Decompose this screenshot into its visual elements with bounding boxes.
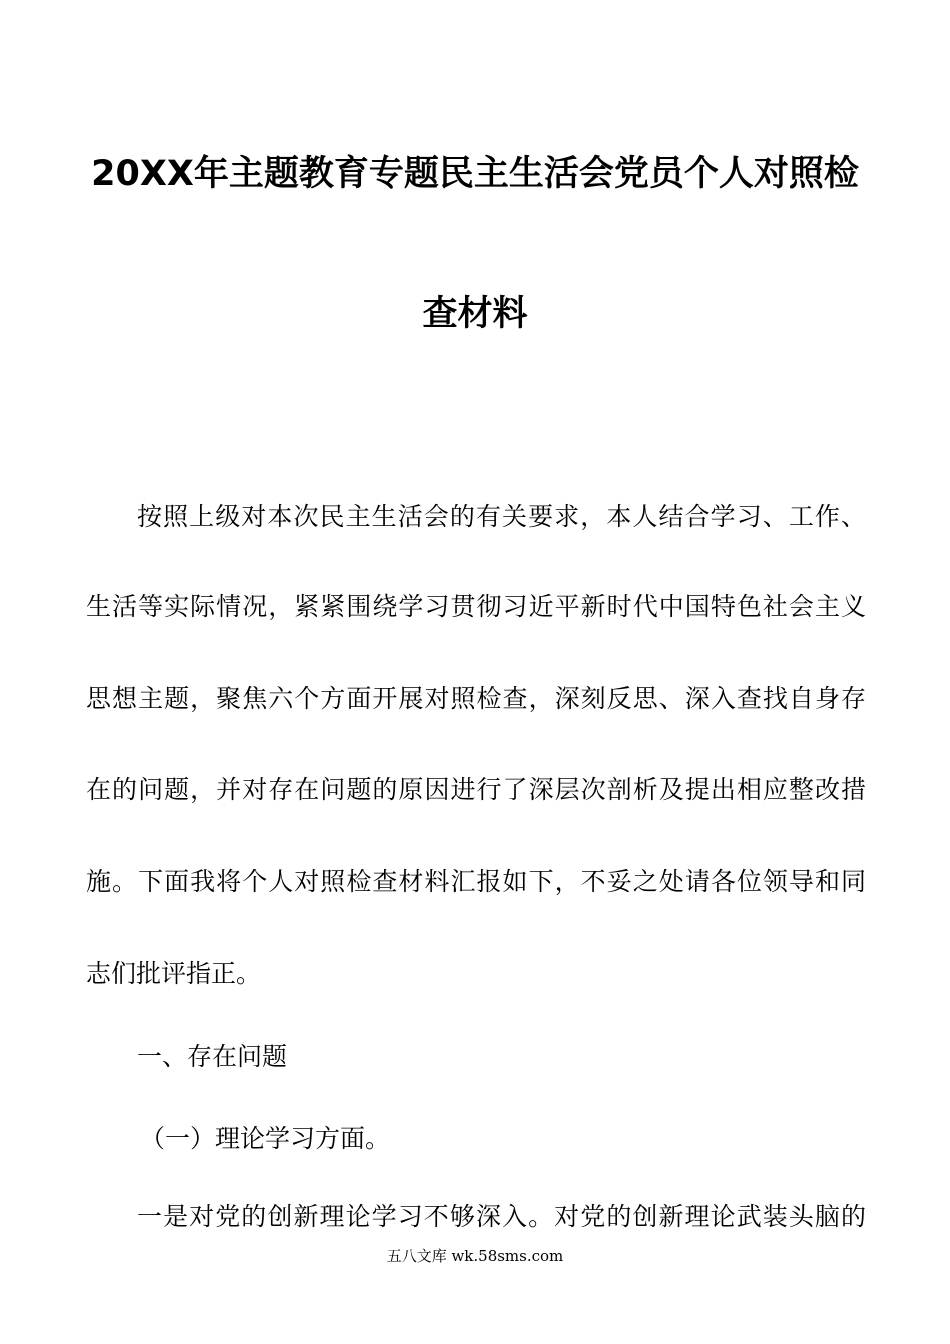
paragraph-line-4: 在的问题，并对存在问题的原因进行了深层次剖析及提出相应整改措 xyxy=(86,775,866,804)
paragraph-line-6: 志们批评指正。 xyxy=(86,959,262,988)
footer-watermark: 五八文库 wk.58sms.com xyxy=(386,1247,564,1265)
paragraph-line-1: 按照上级对本次民主生活会的有关要求，本人结合学习、工作、 xyxy=(137,502,866,531)
section-heading: 一、存在问题 xyxy=(137,1042,288,1071)
subsection-heading: （一）理论学习方面。 xyxy=(140,1124,391,1153)
paragraph-line-3: 思想主题，聚焦六个方面开展对照检查，深刻反思、深入查找自身存 xyxy=(86,684,866,713)
paragraph-line-continued: 一是对党的创新理论学习不够深入。对党的创新理论武装头脑的 xyxy=(137,1202,866,1231)
document-title-line-2: 查材料 xyxy=(422,294,528,334)
paragraph-line-2: 生活等实际情况，紧紧围绕学习贯彻习近平新时代中国特色社会主义 xyxy=(86,592,866,621)
document-title-line-1: 20XX年主题教育专题民主生活会党员个人对照检 xyxy=(91,154,859,194)
paragraph-line-5: 施。下面我将个人对照检查材料汇报如下，不妥之处请各位领导和同 xyxy=(86,867,866,896)
